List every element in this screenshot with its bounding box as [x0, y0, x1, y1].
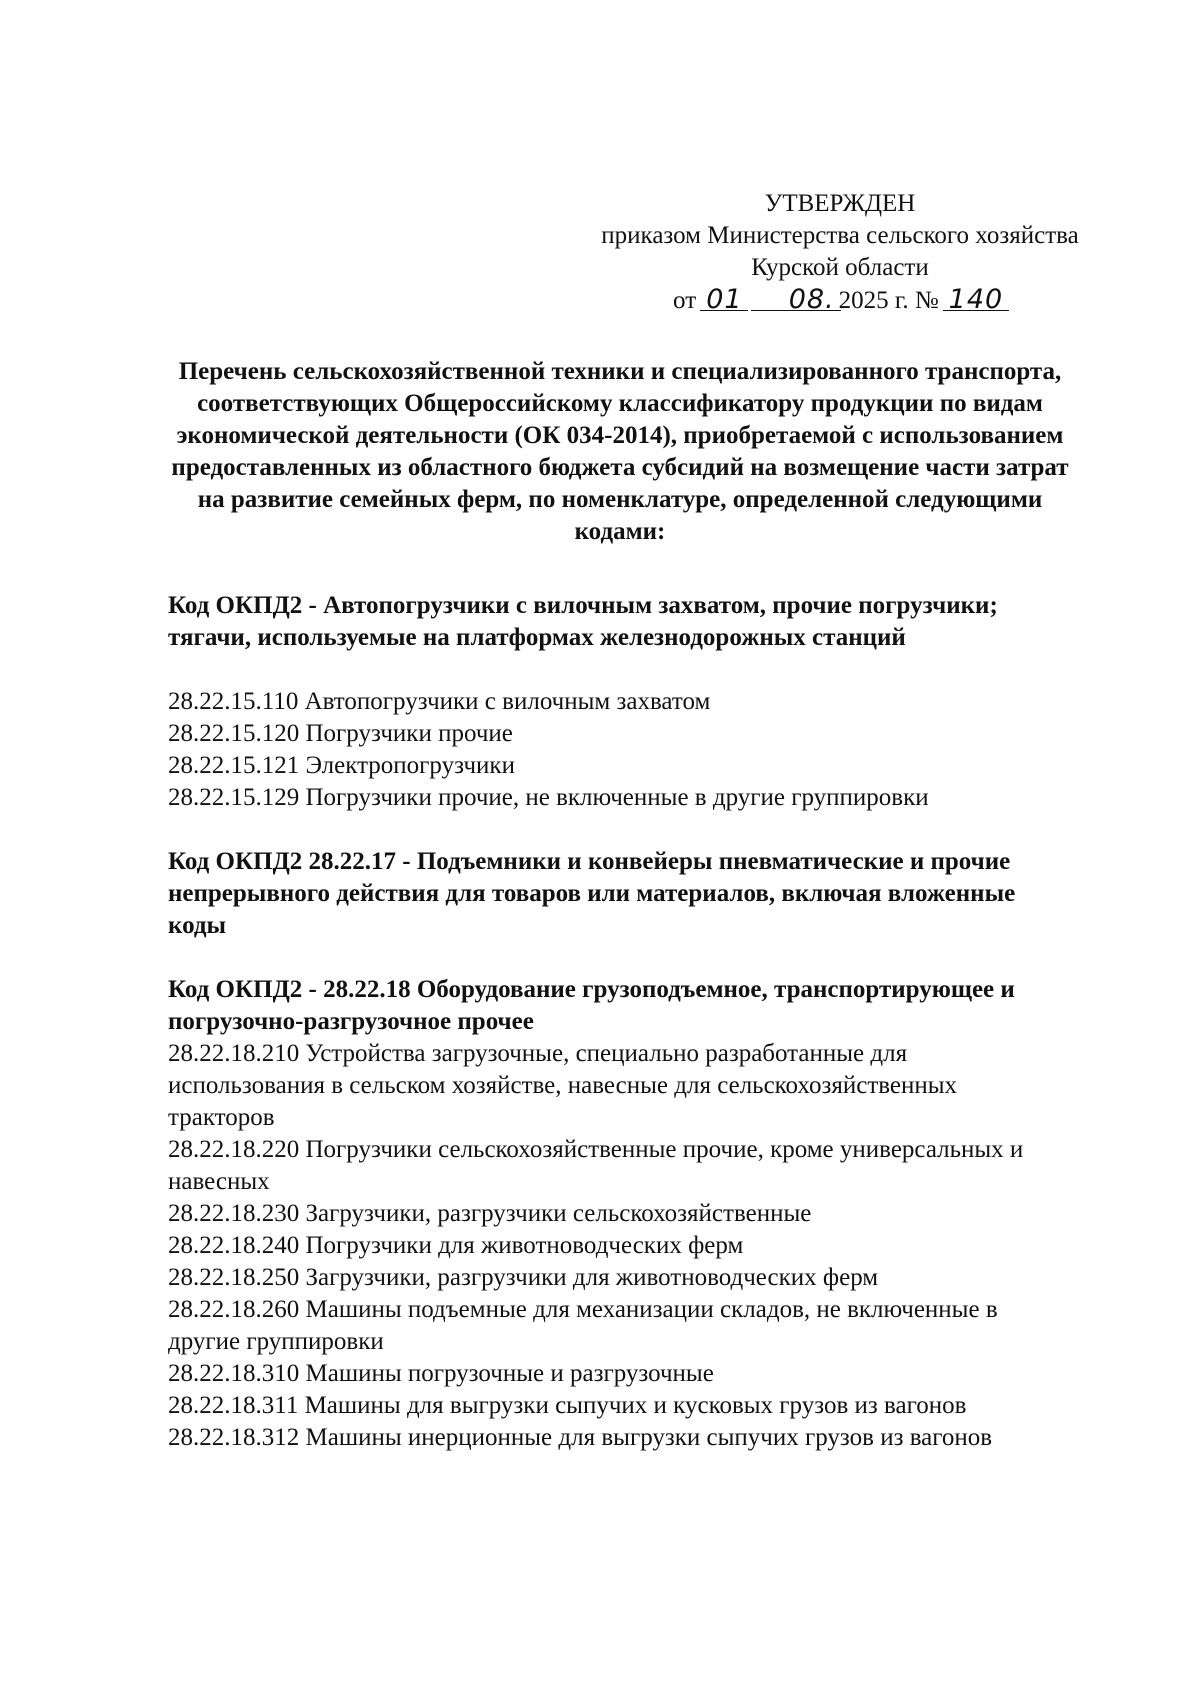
- date-prefix: от: [673, 287, 697, 314]
- section-list-lifting-equipment: [168, 1038, 1068, 1454]
- list-item: 28.22.18.210 Устройства загрузочные, специально разработанные для использования в сельском хозяйстве, навесные для сельскохозяйственных тракторов: [168, 1040, 958, 1131]
- list-item: 28.22.18.250 Загрузчики, разгрузчики для животноводческих ферм: [168, 1264, 879, 1291]
- list-item: 28.22.18.230 Загрузчики, разгрузчики сельскохозяйственные: [168, 1200, 812, 1227]
- approval-date-line: [560, 284, 1120, 317]
- approval-stamp: [560, 188, 1120, 317]
- date-year: 2025 г. №: [838, 287, 939, 314]
- list-item: 28.22.15.110 Автопогрузчики с вилочным захватом: [168, 688, 711, 715]
- section-heading-forklifts: Код ОКПД2 - Автопогрузчики с вилочным захватом, прочие погрузчики; тягачи, используемые на платформах железнодорожных станций: [168, 592, 998, 651]
- list-item: 28.22.18.260 Машины подъемные для механизации складов, не включенные в другие группировки: [168, 1296, 998, 1355]
- handwritten-month: 08.: [753, 284, 839, 316]
- list-item: 28.22.15.121 Электропогрузчики: [168, 752, 515, 779]
- section-list-forklifts: [168, 686, 1068, 814]
- handwritten-day: 01: [702, 284, 746, 316]
- approval-title: УТВЕРЖДЕН: [764, 190, 916, 217]
- list-item: 28.22.18.310 Машины погрузочные и разгрузочные: [168, 1360, 714, 1387]
- list-item: 28.22.18.240 Погрузчики для животноводческих ферм: [168, 1232, 744, 1259]
- approval-order-line: приказом Министерства сельского хозяйства: [601, 222, 1079, 249]
- list-item: 28.22.18.220 Погрузчики сельскохозяйственные прочие, кроме универсальных и навесных: [168, 1136, 1024, 1195]
- list-item: 28.22.18.312 Машины инерционные для выгрузки сыпучих грузов из вагонов: [168, 1424, 993, 1451]
- document-title: Перечень сельскохозяйственной техники и специализированного транспорта, соответствующих Общероссийскому классификатору продукции по видам экономической деятельности (ОК 034-2014), приобретаемой с использованием предоставленных из областного бюджета субсидий на возмещение части затрат на развитие семейных ферм, по номенклатуре, определенной следующими кодами:: [171, 358, 1069, 545]
- handwritten-order-number: 140: [945, 284, 1007, 316]
- section-heading-lifts-conveyors: Код ОКПД2 28.22.17 - Подъемники и конвейеры пневматические и прочие непрерывного действия для товаров или материалов, включая вложенные коды: [168, 848, 1016, 939]
- list-item: 28.22.15.120 Погрузчики прочие: [168, 720, 513, 747]
- list-item: 28.22.18.311 Машины для выгрузки сыпучих и кусковых грузов из вагонов: [168, 1392, 967, 1419]
- approval-region-line: Курской области: [751, 254, 929, 281]
- section-heading-lifting-equipment: Код ОКПД2 - 28.22.18 Оборудование грузоподъемное, транспортирующее и погрузочно-разгрузочное прочее: [168, 976, 1015, 1035]
- list-item: 28.22.15.129 Погрузчики прочие, не включенные в другие группировки: [168, 784, 929, 811]
